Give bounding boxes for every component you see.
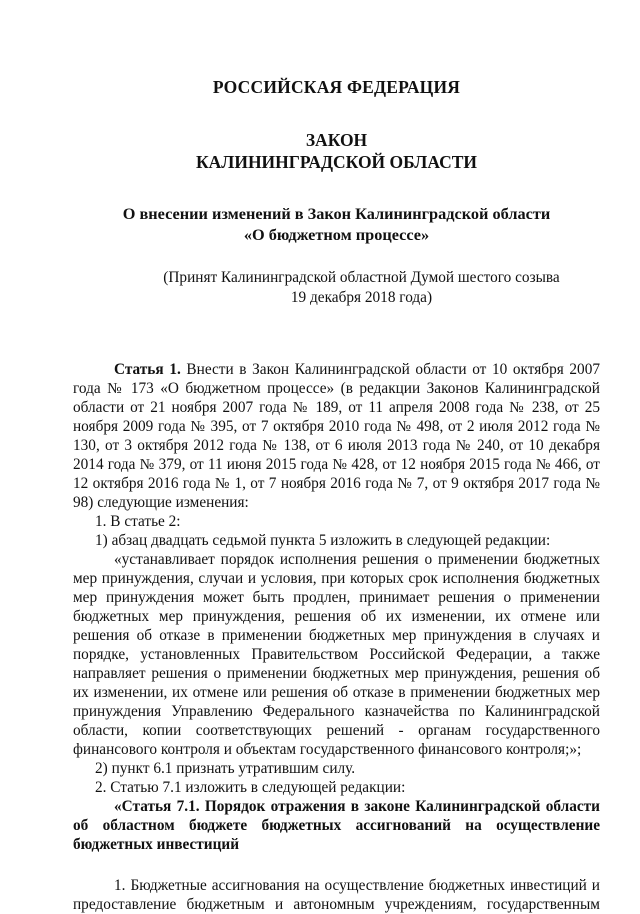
adoption-note-line1: (Принят Калининградской областной Думой шестого созыва xyxy=(163,269,560,286)
article-1-paragraph xyxy=(73,360,600,512)
quoted-amendment: «устанавливает порядок исполнения решения о применении бюджетных мер принуждения, случаи и условия, при которых срок исполнения бюджетных мер принуждения может быть продлен, принимает решения о применении бюджетных мер принуждения, решения об их изменении, их отмене или решения об отказе в применении бюджетных мер принуждения в случаях и порядке, установленных Правительством Российской Федерации, а также направляет решения о применении бюджетных мер принуждения, решения об их изменении, их отмене или решения об отказе в применении бюджетных мер принуждения Управлению Федерального казначейства по Калининградской области, копии соответствующих решений - органам государственного финансового контроля и объектам государственного финансового контроля;»; xyxy=(73,551,600,758)
adoption-note-line2: 19 декабря 2018 года) xyxy=(290,289,433,306)
law-heading xyxy=(73,129,600,173)
item-1: 1. В статье 2: xyxy=(95,513,181,530)
article-7-1-point-1: 1. Бюджетные ассигнования на осуществление бюджетных инвестиций и предоставление бюджетным и автономным учреждениям, государственным xyxy=(73,877,600,913)
adoption-note xyxy=(123,268,600,308)
item-1-subitem-2: 2) пункт 6.1 признать утратившим силу. xyxy=(95,760,356,777)
item-1-subitem-1: 1) абзац двадцать седьмой пункта 5 изложить в следующей редакции: xyxy=(95,532,551,549)
law-heading-line2: КАЛИНИНГРАДСКОЙ ОБЛАСТИ xyxy=(195,152,478,172)
country-heading: РОССИЙСКАЯ ФЕДЕРАЦИЯ xyxy=(212,77,461,97)
law-title-line2: «О бюджетном процессе» xyxy=(243,225,430,244)
article-7-1-heading: «Статья 7.1. Порядок отражения в законе Калининградской области об областном бюджете бюджетных ассигнований на осуществление бюджетных инвестиций xyxy=(73,798,600,853)
law-title-line1: О внесении изменений в Закон Калининградской области xyxy=(122,204,551,223)
article-1-text: Внести в Закон Калининградской области от 10 октября 2007 года № 173 «О бюджетном процессе» (в редакции Законов Калининградской области от 21 ноября 2007 года № 189, от 11 апреля 2008 года № 238, от 25 ноября 2009 года № 395, от 7 октября 2010 года № 498, от 2 июля 2012 года № 130, от 3 октября 2012 года № 138, от 6 июля 2013 года № 240, от 10 декабря 2014 года № 379, от 11 июня 2015 года № 428, от 12 ноября 2015 года № 466, от 12 октября 2016 года № 1, от 7 ноября 2016 года № 7, от 9 октября 2017 года № 98) следующие изменения: xyxy=(73,361,600,511)
spacer xyxy=(73,854,600,876)
law-heading-line1: ЗАКОН xyxy=(305,130,368,150)
item-2: 2. Статью 7.1 изложить в следующей редакции: xyxy=(95,779,406,796)
law-title xyxy=(73,203,600,245)
article-1-label: Статья 1. xyxy=(114,361,181,378)
